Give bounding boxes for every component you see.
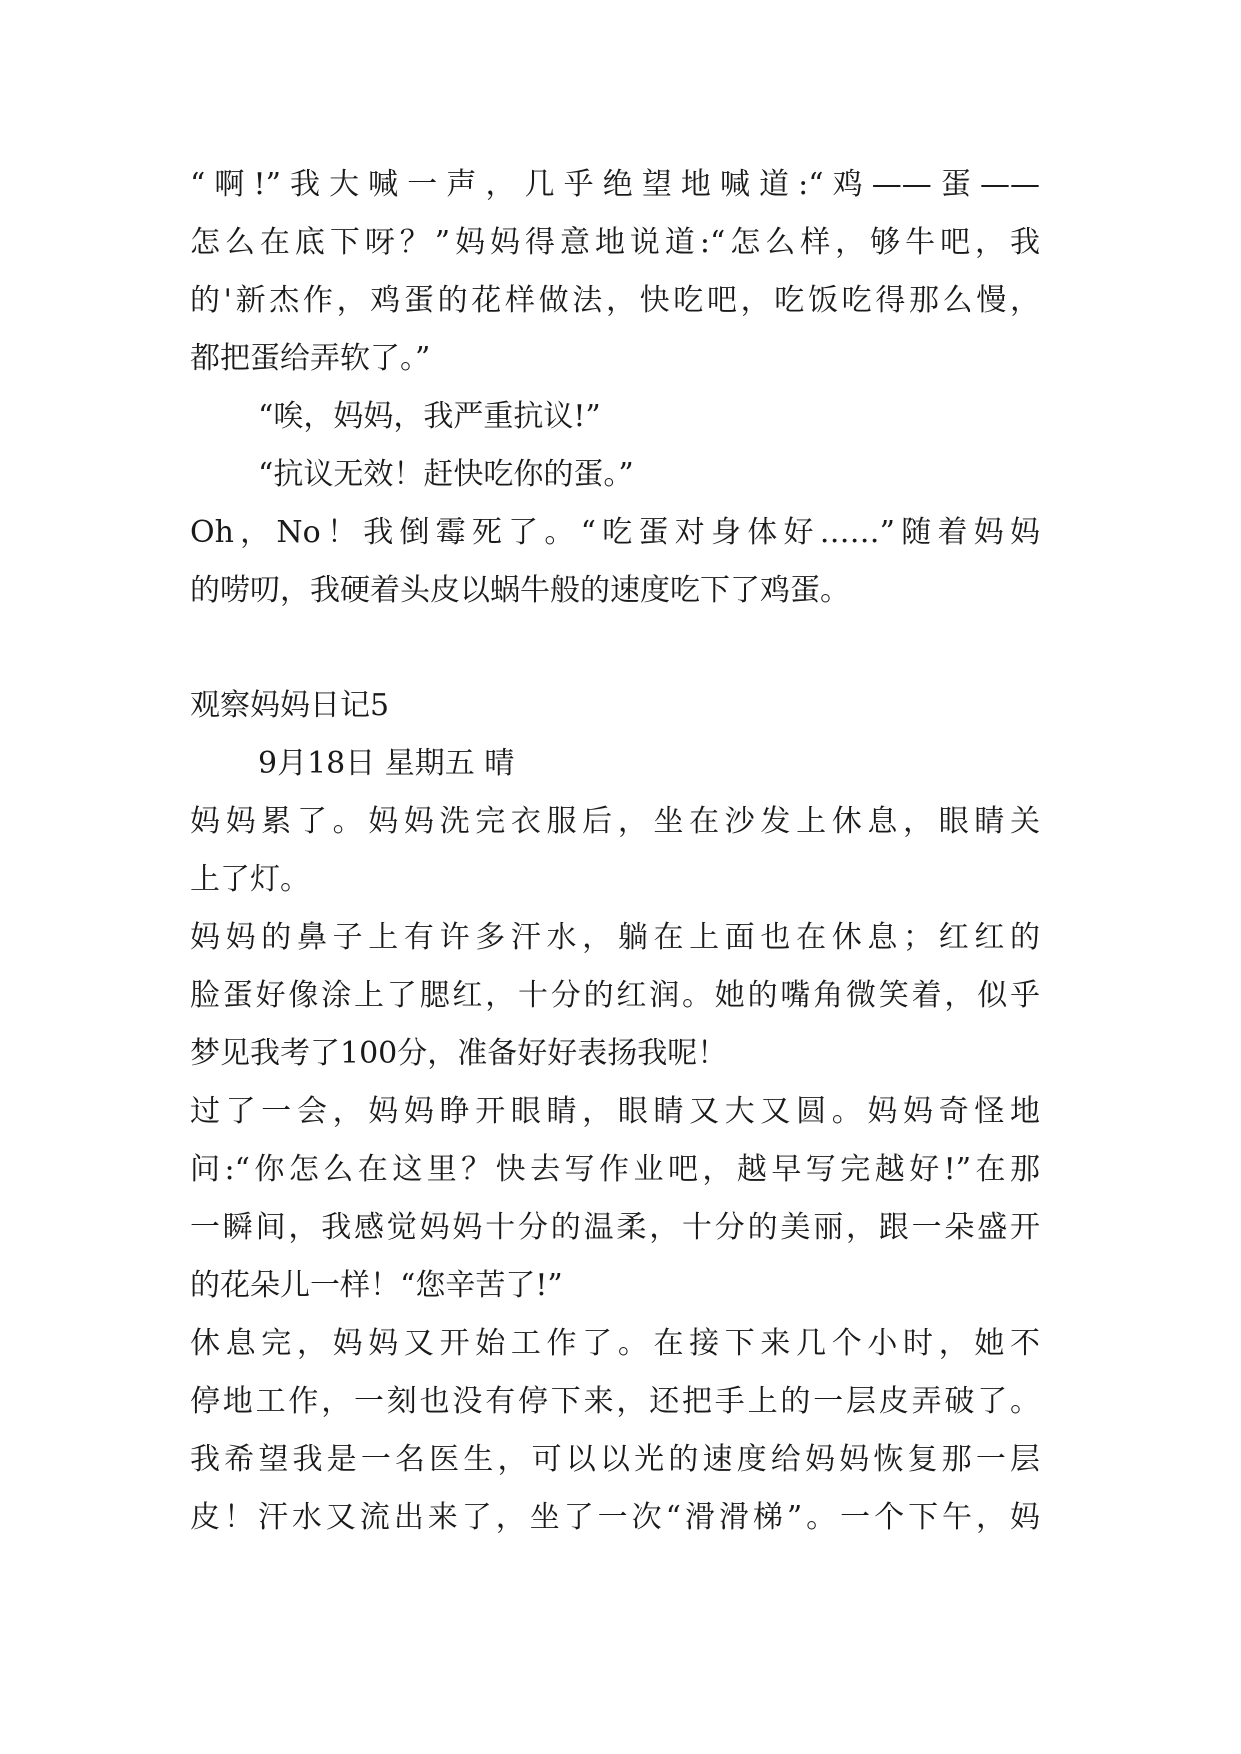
text-line: 都把蛋给弄软了。” [190,341,431,376]
text-line: “抗议无效！赶快吃你的蛋。” [258,457,634,492]
text-line: “唉，妈妈，我严重抗议!” [258,399,601,434]
text-line: 上了灯。 [190,862,310,897]
text-line: 怎么在底下呀？”妈妈得意地说道:“怎么样，够牛吧，我 [190,225,1040,260]
text-line: 问:“你怎么在这里？快去写作业吧，越早写完越好!”在那 [190,1152,1040,1187]
text-line: 停地工作，一刻也没有停下来，还把手上的一层皮弄破了。 [190,1384,1040,1419]
text-line: Oh，No！我倒霉死了。“吃蛋对身体好……”随着妈妈 [190,515,1040,550]
section-heading: 观察妈妈日记5 [190,688,390,723]
text-line: 一瞬间，我感觉妈妈十分的温柔，十分的美丽，跟一朵盛开 [190,1210,1040,1245]
text-line: 梦见我考了100分，准备好好表扬我呢！ [190,1036,728,1071]
text-line: 过了一会，妈妈睁开眼睛，眼睛又大又圆。妈妈奇怪地 [190,1094,1040,1129]
text-line: 脸蛋好像涂上了腮红，十分的红润。她的嘴角微笑着，似乎 [190,978,1040,1013]
text-line: 妈妈的鼻子上有许多汗水，躺在上面也在休息；红红的 [190,920,1040,955]
text-line: 的'新杰作，鸡蛋的花样做法，快吃吧，吃饭吃得那么慢， [190,283,1040,318]
date-line: 9月18日 星期五 晴 [258,746,515,781]
text-line: 妈妈累了。妈妈洗完衣服后，坐在沙发上休息，眼睛关 [190,804,1040,839]
text-line: 休息完，妈妈又开始工作了。在接下来几个小时，她不 [190,1326,1040,1361]
text-line: 皮！汗水又流出来了，坐了一次“滑滑梯”。一个下午，妈 [190,1500,1040,1535]
text-line: 的花朵儿一样！“您辛苦了!” [190,1268,563,1303]
text-line: 的唠叨，我硬着头皮以蜗牛般的速度吃下了鸡蛋。 [190,573,850,608]
text-line: 我希望我是一名医生，可以以光的速度给妈妈恢复那一层 [190,1442,1040,1477]
text-line: “啊!”我大喊一声，几乎绝望地喊道:“鸡——蛋—— [190,167,1040,202]
